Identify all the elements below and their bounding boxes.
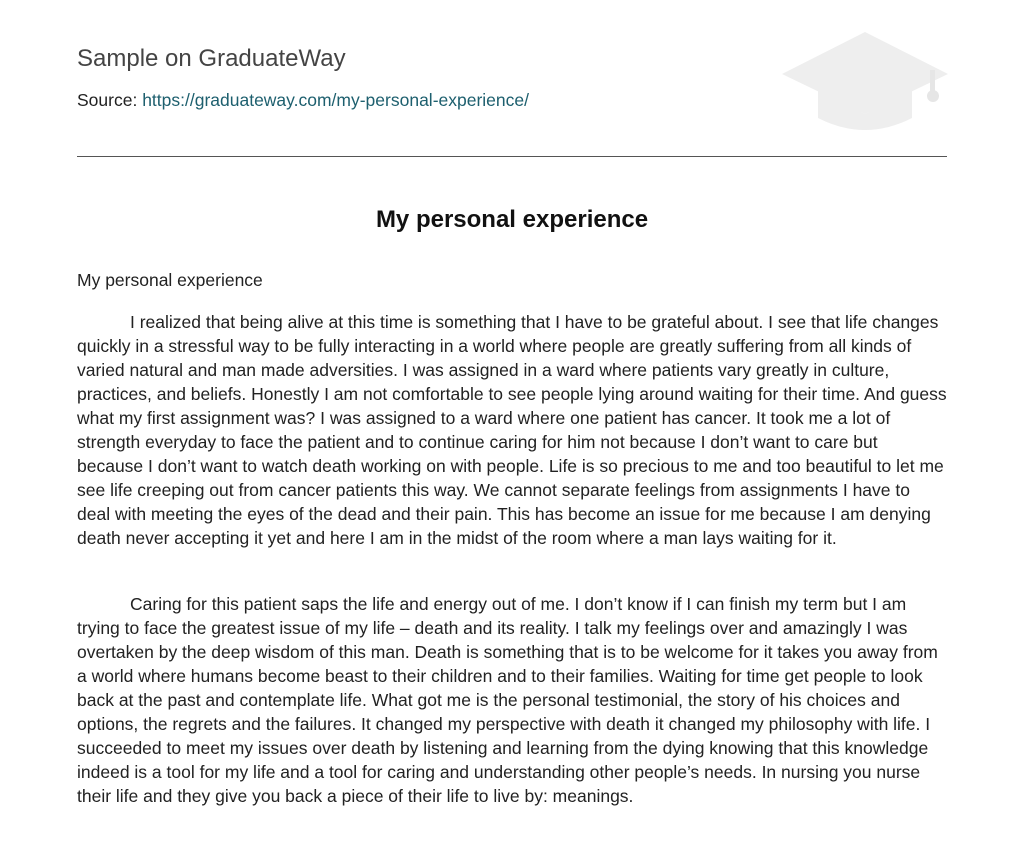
graduation-cap-icon (780, 30, 950, 134)
site-title: Sample on GraduateWay (77, 45, 346, 72)
document-subtitle: My personal experience (77, 270, 263, 290)
source-line (77, 89, 529, 111)
source-label: Source: (77, 90, 138, 110)
document-title: My personal experience (375, 206, 649, 233)
page (77, 0, 947, 806)
source-link[interactable]: https://graduateway.com/my-personal-experience/ (142, 90, 529, 110)
paragraph-2: Caring for this patient saps the life and energy out of me. I don’t know if I can finish my term but I am trying to face the greatest issue of my life – death and its reality. I talk my feelings over and amazingly I was overtaken by the deep wisdom of this man. Death is something that is to be welcome for it takes you away from a world where humans become beast to their children and to their families. Waiting for time get people to look back at the past and contemplate life. What got me is the personal testimonial, the story of his choices and options, the regrets and the failures. It changed my perspective with death it changed my philosophy with life. I succeeded to meet my issues over death by listening and learning from the dying knowing that this knowledge indeed is a tool for my life and a tool for caring and understanding other people’s needs. In nursing you nurse their life and they give you back a piece of their life to live by: meanings. (77, 594, 938, 806)
paragraph-1: I realized that being alive at this time is something that I have to be grateful about. I see that life changes quickly in a stressful way to be fully interacting in a world where people are greatly suffering from all kinds of varied natural and man made adversities. I was assigned in a ward where patients vary greatly in culture, practices, and beliefs. Honestly I am not comfortable to see people lying around waiting for their time. And guess what my first assignment was? I was assigned to a ward where one patient has cancer. It took me a lot of strength everyday to face the patient and to continue caring for him not because I don’t want to care but because I don’t want to watch death working on with people. Life is so precious to me and too beautiful to let me see life creeping out from cancer patients this way. We cannot separate feelings from assignments I have to deal with meeting the eyes of the dead and their pain. This has become an issue for me because I am denying death never accepting it yet and here I am in the midst of the room where a man lays waiting for it. (77, 312, 947, 548)
header (77, 0, 947, 157)
